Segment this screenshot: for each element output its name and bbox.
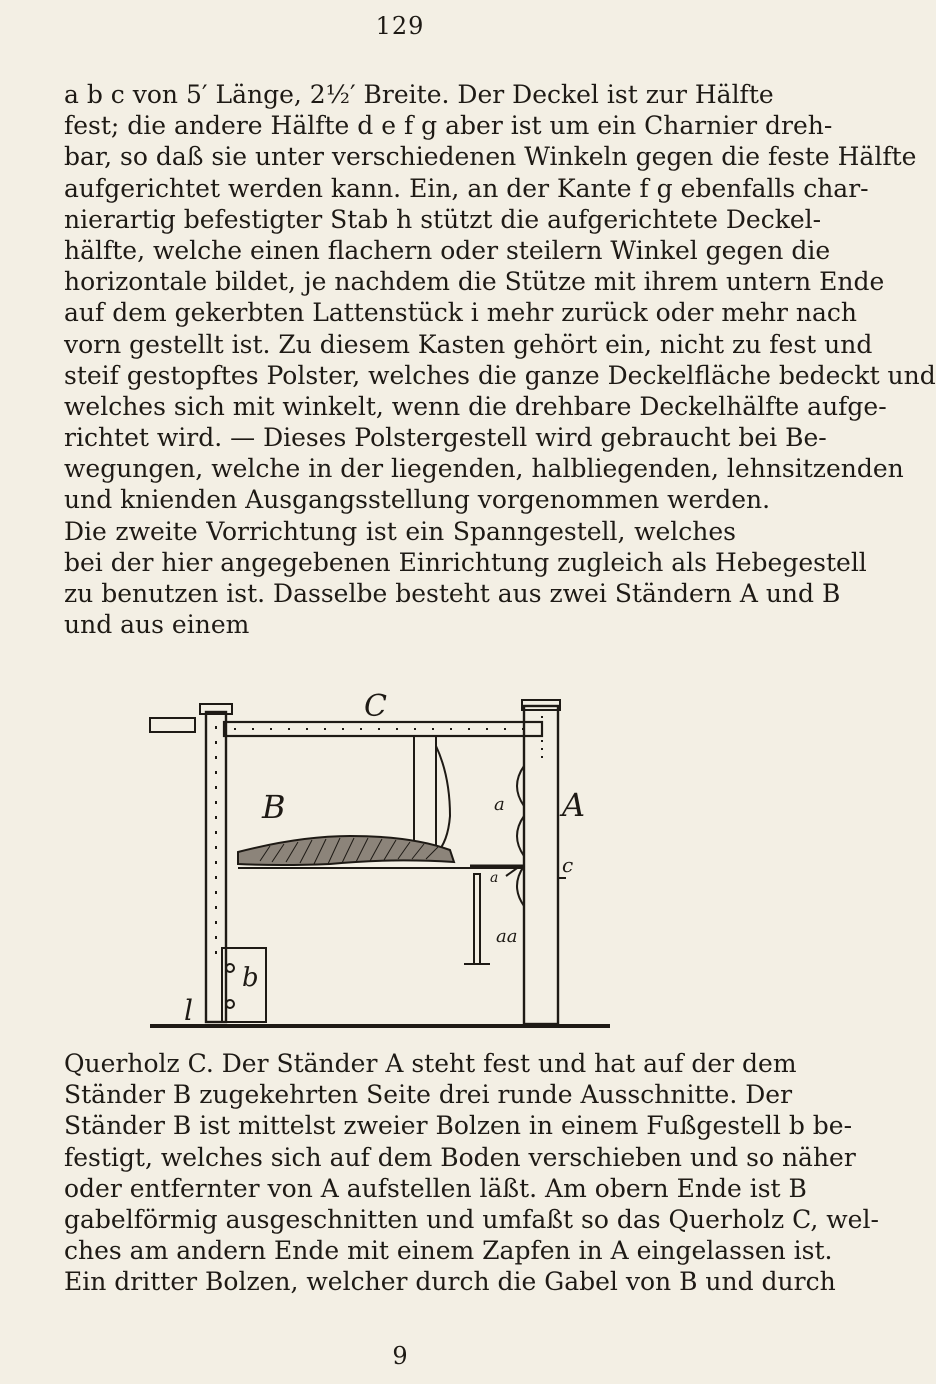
label-c-small: c	[562, 853, 574, 877]
label-l: l	[184, 994, 193, 1027]
text-line: welches sich mit winkelt, wenn die drehbare Deckelhälfte aufge-	[64, 391, 887, 421]
text-line: hälfte, welche einen flachern oder steilern Winkel gegen die	[64, 235, 831, 265]
staender-a	[524, 706, 558, 1024]
label-aa: aa	[496, 926, 518, 947]
text-line: horizontale bildet, je nachdem die Stütze mit ihrem untern Ende	[64, 267, 885, 297]
text-line: zu benutzen ist. Dasselbe besteht aus zwei Ständern A und B	[64, 579, 841, 608]
label-a-upper: a	[494, 794, 505, 815]
text-line: Ständer B ist mittelst zweier Bolzen in einem Fußgestell b be-	[64, 1111, 853, 1141]
text-line: und aus einem	[64, 610, 250, 640]
text-line: Querholz C. Der Ständer A steht fest und hat auf der dem	[64, 1049, 797, 1078]
text-line: bei der hier angegebenen Einrichtung zugleich als Hebegestell	[64, 547, 867, 577]
label-b-foot: b	[242, 963, 259, 993]
stuetze	[474, 874, 480, 964]
gepolsterte-stange	[238, 836, 454, 865]
text-line: gabelförmig ausgeschnitten und umfaßt so das Querholz C, wel-	[64, 1204, 879, 1234]
text-line: und knienden Ausgangsstellung vorgenommen werden.	[64, 485, 771, 515]
text-line: Die zweite Vorrichtung ist ein Spanngestell, welches	[64, 516, 736, 546]
text-line: vorn gestellt ist. Zu diesem Kasten gehört ein, nicht zu fest und	[64, 329, 873, 359]
text-line: festigt, welches sich auf dem Boden verschieben und so näher	[64, 1142, 856, 1172]
left-top-bracket	[150, 718, 195, 732]
text-line: fest; die andere Hälfte d e f g aber ist um ein Charnier dreh-	[64, 111, 833, 141]
text-line: steif gestopftes Polster, welches die ganze Deckelfläche bedeckt und	[64, 360, 936, 390]
text-line: Ständer B zugekehrten Seite drei runde Ausschnitte. Der	[64, 1080, 793, 1110]
text-line: Ein dritter Bolzen, welcher durch die Gabel von B und durch	[64, 1267, 836, 1297]
text-line: a b c von 5′ Länge, 2½′ Breite. Der Deckel ist zur Hälfte	[64, 80, 774, 109]
signature-mark: 9	[392, 1342, 408, 1370]
text-line: auf dem gekerbten Lattenstück i mehr zurück oder mehr nach	[64, 298, 858, 328]
text-line: nierartig befestigter Stab h stützt die aufgerichtete Deckel-	[64, 204, 822, 234]
text-line: aufgerichtet werden kann. Ein, an der Kante f g ebenfalls char-	[64, 173, 869, 203]
label-b: B	[262, 788, 286, 826]
page-number: 129	[375, 12, 425, 40]
label-a-upright: A	[562, 786, 586, 824]
text-line: wegungen, welche in der liegenden, halbliegenden, lehnsitzenden	[64, 454, 904, 484]
paragraph-1	[64, 79, 936, 640]
figure-drawing	[150, 686, 610, 1036]
paragraph-2	[64, 1048, 879, 1298]
label-a-lower: a	[490, 870, 499, 886]
text-line: richtet wird. — Dieses Polstergestell wird gebraucht bei Be-	[64, 423, 827, 453]
label-c: C	[364, 689, 387, 724]
strap-loop	[436, 746, 450, 854]
text-line: bar, so daß sie unter verschiedenen Winkeln gegen die feste Hälfte	[64, 142, 917, 172]
text-line: ches am andern Ende mit einem Zapfen in A eingelassen ist.	[64, 1236, 833, 1266]
spanngestell-figure	[150, 686, 610, 1036]
text-line: oder entfernter von A aufstellen läßt. Am obern Ende ist B	[64, 1173, 807, 1203]
